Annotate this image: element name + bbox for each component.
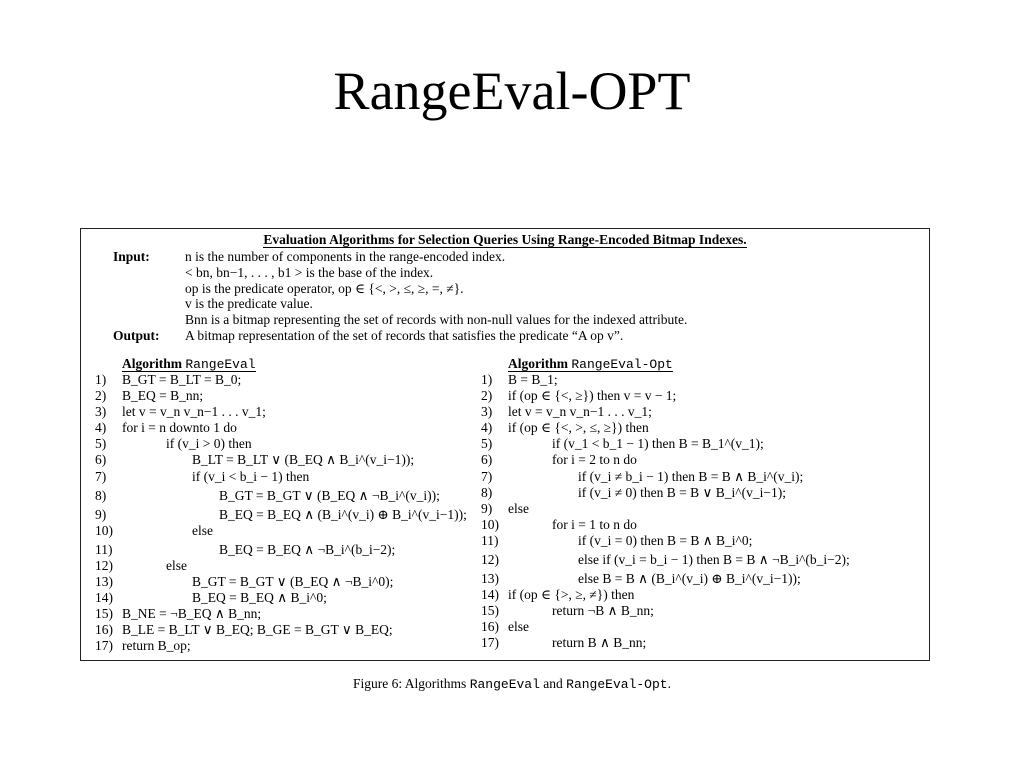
line-number: 8) bbox=[481, 484, 493, 500]
line-number: 12) bbox=[481, 552, 499, 568]
line-number: 6) bbox=[481, 452, 493, 468]
algorithm-rangeeval bbox=[95, 355, 495, 654]
line-number: 2) bbox=[481, 388, 493, 404]
code-line bbox=[95, 638, 495, 654]
line-number: 5) bbox=[95, 436, 107, 452]
output-label: Output: bbox=[113, 327, 160, 343]
slide-title: RangeEval-OPT bbox=[333, 61, 691, 121]
line-code: if (v_i = 0) then B = B ∧ B_i^0; bbox=[578, 532, 753, 548]
line-code: B_GT = B_GT ∨ (B_EQ ∧ ¬B_i^0); bbox=[192, 573, 394, 589]
line-number: 3) bbox=[95, 404, 107, 420]
code-line bbox=[95, 420, 495, 436]
code-line bbox=[481, 635, 921, 651]
line-number: 12) bbox=[95, 557, 113, 573]
line-number: 7) bbox=[95, 468, 107, 484]
input-label-spacer bbox=[113, 296, 185, 312]
input-row-5 bbox=[113, 312, 913, 328]
input-line: < bn, bn−1, . . . , b1 > is the base of the index. bbox=[185, 264, 434, 280]
line-code: B_EQ = B_nn; bbox=[122, 388, 204, 404]
code-line bbox=[95, 436, 495, 452]
code-line bbox=[481, 587, 921, 603]
code-line bbox=[481, 619, 921, 635]
input-output-block bbox=[113, 249, 913, 344]
code-line bbox=[481, 436, 921, 452]
code-line bbox=[481, 372, 921, 388]
line-number: 10) bbox=[481, 516, 499, 532]
line-number: 11) bbox=[95, 541, 113, 557]
code-line bbox=[95, 372, 495, 388]
code-line bbox=[95, 523, 495, 539]
line-code: if (v_i ≠ 0) then B = B ∨ B_i^(v_i−1); bbox=[578, 484, 786, 500]
code-line bbox=[481, 469, 921, 485]
line-code: B_LE = B_LT ∨ B_EQ; B_GE = B_GT ∨ B_EQ; bbox=[122, 622, 393, 638]
line-number: 14) bbox=[95, 589, 113, 605]
line-code: for i = 2 to n do bbox=[552, 452, 637, 468]
line-code: if (v_1 < b_1 − 1) then B = B_1^(v_1); bbox=[552, 436, 764, 452]
line-number: 11) bbox=[481, 532, 499, 548]
input-label-spacer bbox=[113, 312, 185, 328]
line-code: else bbox=[166, 557, 187, 573]
line-code: else B = B ∧ (B_i^(v_i) ⊕ B_i^(v_i−1)); bbox=[578, 571, 801, 587]
line-number: 15) bbox=[95, 606, 113, 622]
output-line: A bitmap representation of the set of records that satisfies the predicate “A op v”. bbox=[185, 327, 624, 343]
line-number: 7) bbox=[481, 468, 493, 484]
code-line bbox=[95, 590, 495, 606]
line-code: if (v_i < b_i − 1) then bbox=[192, 468, 310, 484]
line-code: B_NE = ¬B_EQ ∧ B_nn; bbox=[122, 606, 262, 622]
code-line bbox=[95, 574, 495, 590]
line-number: 8) bbox=[95, 487, 107, 503]
line-code: B_GT = B_GT ∨ (B_EQ ∧ ¬B_i^(v_i)); bbox=[219, 487, 440, 503]
line-number: 9) bbox=[481, 500, 493, 516]
code-line bbox=[95, 452, 495, 468]
line-code: if (op ∈ {<, ≥}) then v = v − 1; bbox=[508, 388, 677, 404]
input-line: op is the predicate operator, op ∈ {<, >, ≤, ≥, =, ≠}. bbox=[185, 280, 464, 296]
algorithm-lines bbox=[481, 372, 921, 651]
line-number: 15) bbox=[481, 603, 499, 619]
line-code: B_EQ = B_EQ ∧ B_i^0; bbox=[192, 589, 327, 605]
algorithm-lines bbox=[95, 372, 495, 654]
line-code: return B ∧ B_nn; bbox=[552, 635, 647, 651]
line-number: 6) bbox=[95, 452, 107, 468]
line-code: B = B_1; bbox=[508, 372, 558, 387]
code-line bbox=[481, 388, 921, 404]
line-number: 14) bbox=[481, 587, 499, 603]
line-code: B_EQ = B_EQ ∧ (B_i^(v_i) ⊕ B_i^(v_i−1)); bbox=[219, 506, 467, 522]
code-line bbox=[95, 404, 495, 420]
code-line bbox=[481, 485, 921, 501]
code-line bbox=[95, 539, 495, 558]
code-line bbox=[95, 469, 495, 485]
line-number: 4) bbox=[95, 420, 107, 436]
code-line bbox=[95, 485, 495, 504]
line-number: 9) bbox=[95, 506, 107, 522]
code-line bbox=[481, 420, 921, 436]
line-code: let v = v_n v_n−1 . . . v_1; bbox=[508, 404, 652, 420]
code-line bbox=[95, 606, 495, 622]
code-line bbox=[481, 501, 921, 517]
input-row-2 bbox=[113, 265, 913, 281]
line-code: for i = 1 to n do bbox=[552, 516, 637, 532]
line-code: if (op ∈ {>, ≥, ≠}) then bbox=[508, 587, 635, 603]
code-line bbox=[95, 558, 495, 574]
line-number: 17) bbox=[95, 638, 113, 654]
line-code: B_EQ = B_EQ ∧ ¬B_i^(b_i−2); bbox=[219, 541, 396, 557]
line-number: 3) bbox=[481, 404, 493, 420]
line-code: return ¬B ∧ B_nn; bbox=[552, 603, 654, 619]
input-label: Input: bbox=[113, 249, 150, 264]
line-number: 2) bbox=[95, 388, 107, 404]
line-code: if (op ∈ {<, >, ≤, ≥}) then bbox=[508, 420, 649, 436]
line-code: let v = v_n v_n−1 . . . v_1; bbox=[122, 404, 266, 420]
code-line bbox=[481, 404, 921, 420]
input-line: Bnn is a bitmap representing the set of records with non-null values for the indexed attribute. bbox=[185, 312, 688, 328]
line-code: else bbox=[192, 522, 213, 538]
line-code: else if (v_i = b_i − 1) then B = B ∧ ¬B_i^(b_i−2); bbox=[578, 552, 850, 568]
code-line bbox=[95, 622, 495, 638]
algorithm-figure bbox=[80, 228, 930, 661]
code-line bbox=[481, 568, 921, 587]
algorithm-title: Algorithm RangeEval-Opt bbox=[508, 356, 673, 372]
algorithm-title: Algorithm RangeEval bbox=[122, 356, 256, 372]
line-number: 13) bbox=[95, 573, 113, 589]
input-row-4 bbox=[113, 296, 913, 312]
code-line bbox=[481, 517, 921, 533]
figure-caption: Figure 6: Algorithms RangeEval and RangeEval-Opt. bbox=[353, 676, 671, 692]
line-code: return B_op; bbox=[122, 638, 191, 654]
code-line bbox=[481, 549, 921, 568]
line-number: 16) bbox=[95, 622, 113, 638]
code-line bbox=[481, 603, 921, 619]
input-label-spacer bbox=[113, 281, 185, 297]
line-code: if (v_i ≠ b_i − 1) then B = B ∧ B_i^(v_i); bbox=[578, 468, 804, 484]
line-code: else bbox=[508, 500, 529, 516]
line-number: 13) bbox=[481, 571, 499, 587]
code-line bbox=[481, 452, 921, 468]
code-line bbox=[481, 533, 921, 549]
figure-heading: Evaluation Algorithms for Selection Queries Using Range-Encoded Bitmap Indexes. bbox=[263, 232, 747, 247]
line-code: B_LT = B_LT ∨ (B_EQ ∧ B_i^(v_i−1)); bbox=[192, 452, 415, 468]
algorithm-rangeeval-opt bbox=[481, 355, 921, 651]
output-row bbox=[113, 328, 913, 344]
input-label-spacer bbox=[113, 265, 185, 281]
line-number: 1) bbox=[95, 372, 107, 387]
code-line bbox=[95, 504, 495, 523]
input-row-3 bbox=[113, 281, 913, 297]
input-line: v is the predicate value. bbox=[185, 296, 313, 312]
line-number: 17) bbox=[481, 635, 499, 651]
input-row bbox=[113, 249, 913, 265]
line-code: if (v_i > 0) then bbox=[166, 436, 252, 452]
line-number: 16) bbox=[481, 619, 499, 635]
line-number: 4) bbox=[481, 420, 493, 436]
line-number: 10) bbox=[95, 522, 113, 538]
code-line bbox=[95, 388, 495, 404]
line-code: for i = n downto 1 do bbox=[122, 420, 237, 436]
line-number: 1) bbox=[481, 372, 493, 387]
line-number: 5) bbox=[481, 436, 493, 452]
line-code: B_GT = B_LT = B_0; bbox=[122, 372, 242, 387]
input-line: n is the number of components in the range-encoded index. bbox=[185, 249, 506, 264]
line-code: else bbox=[508, 619, 529, 635]
